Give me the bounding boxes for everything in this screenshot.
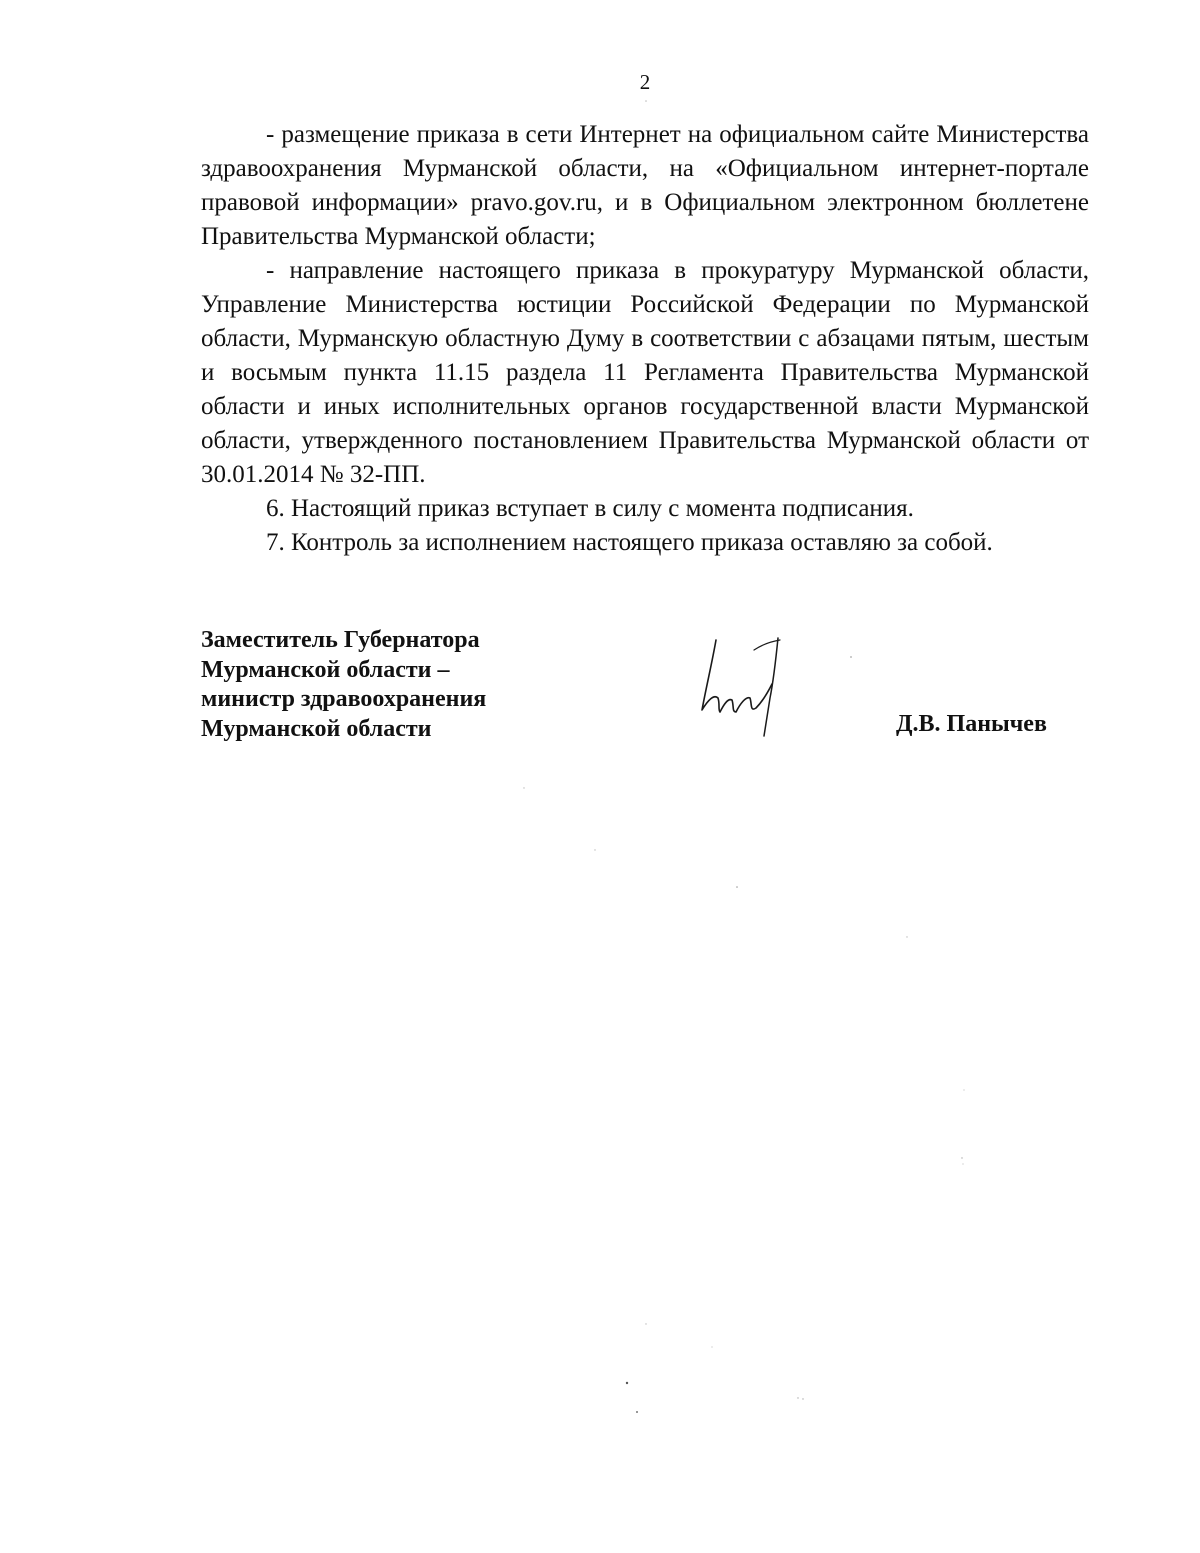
document-body [201, 118, 1089, 560]
signer-name: Д.В. Панычев [896, 711, 1047, 737]
handwritten-signature [694, 628, 794, 738]
signatory-position [201, 626, 621, 744]
position-line: Заместитель Губернатора [201, 627, 480, 653]
page-number: 2 [639, 70, 651, 94]
paragraph-publication: - размещение приказа в сети Интернет на официальном сайте Министерства здравоохранения Мурманской области, на «Официальном интернет-портале правовой информации» pravo.gov.ru, и в Официальном электронном бюллетене Правительства Мурманской области; [201, 121, 1089, 250]
position-line: Мурманской области – [201, 656, 450, 683]
position-line: министр здравоохранения [201, 686, 487, 712]
paragraph-item-6: 6. Настоящий приказ вступает в силу с момента подписания. [266, 495, 914, 522]
position-line: Мурманской области [201, 715, 432, 742]
paragraph-item-7: 7. Контроль за исполнением настоящего приказа оставляю за собой. [266, 529, 993, 556]
paragraph-distribution: - направление настоящего приказа в прокуратуру Мурманской области, Управление Министерства юстиции Российской Федерации по Мурманской области, Мурманскую областную Думу в соответствии с абзацами пятым, шестым и восьмым пункта 11.15 раздела 11 Регламента Правительства Мурманской области и иных исполнительных органов государственной власти Мурманской области, утвержденного постановлением Правительства Мурманской области от 30.01.2014 № 32-ПП. [201, 257, 1089, 488]
